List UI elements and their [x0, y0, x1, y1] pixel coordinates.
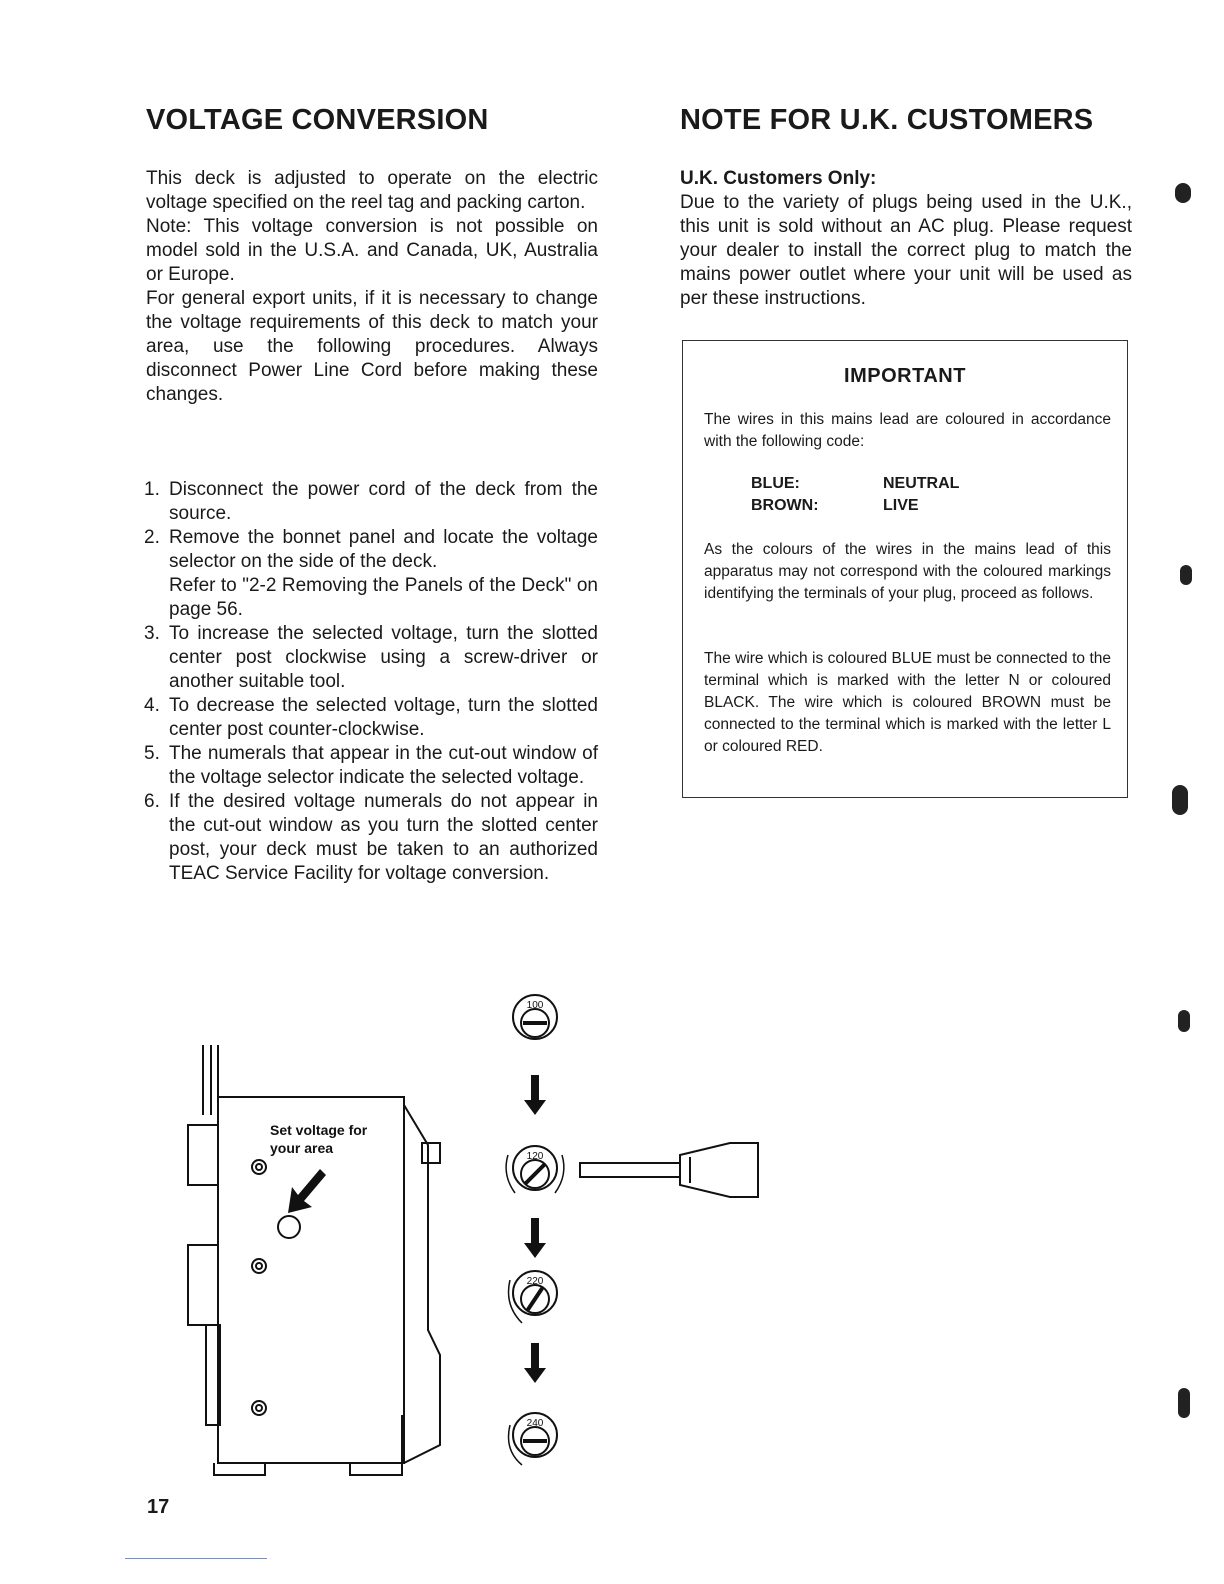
- deck-knob: [252, 1401, 266, 1415]
- step-text: If the desired voltage numerals do not appear in the cut-out window as you turn the slotted center post, your deck must be taken to an authorized TEAC Service Facility for voltage conversion.: [169, 791, 598, 884]
- uk-customers-heading: NOTE FOR U.K. CUSTOMERS: [680, 104, 1094, 136]
- down-arrow-icon: [524, 1075, 546, 1115]
- procedure-steps: [144, 478, 598, 886]
- callout-text: [270, 1122, 371, 1156]
- selector-value: 120: [526, 1151, 544, 1162]
- voltage-intro: [146, 167, 598, 407]
- uk-note: [680, 167, 1132, 311]
- footer-rule: [125, 1558, 267, 1559]
- wire-code-row: [751, 473, 959, 495]
- binding-mark: [1172, 785, 1188, 815]
- step-number: 6.: [144, 791, 160, 812]
- step-number: 2.: [144, 527, 160, 548]
- intro-paragraph-1: This deck is adjusted to operate on the electric voltage specified on the reel tag and packing carton.: [146, 168, 598, 213]
- wire-color: BROWN:: [751, 497, 819, 514]
- binding-mark: [1178, 1010, 1190, 1032]
- step-text: Remove the bonnet panel and locate the voltage selector on the side of the deck.: [169, 527, 598, 572]
- step-number: 4.: [144, 695, 160, 716]
- deck-knob: [256, 1164, 262, 1170]
- step-item: [144, 478, 598, 526]
- screwdriver-icon: [580, 1143, 758, 1197]
- step-text: The numerals that appear in the cut-out window of the voltage selector indicate the selected voltage.: [169, 743, 598, 788]
- important-lead: The wires in this mains lead are coloured in accordance with the following code:: [704, 411, 1111, 450]
- step-text: To increase the selected voltage, turn the slotted center post clockwise using a screw-driver or another suitable tool.: [169, 623, 598, 692]
- step-number: 1.: [144, 479, 160, 500]
- step-item: [144, 790, 598, 886]
- binding-mark: [1178, 1388, 1190, 1418]
- selector-value: 240: [526, 1418, 544, 1429]
- deck-knob: [256, 1263, 262, 1269]
- selector-stage: [509, 1271, 558, 1323]
- arrow-icon: [288, 1169, 326, 1213]
- deck-knob: [256, 1405, 262, 1411]
- step-item: [144, 622, 598, 694]
- selector-stage: [513, 995, 557, 1039]
- deck-knob: [252, 1160, 266, 1174]
- intro-paragraph-3: For general export units, if it is necessary to change the voltage requirements of this deck to match your area, use the following procedures. Always disconnect Power Line Cord before making these changes.: [146, 288, 598, 405]
- important-title: IMPORTANT: [844, 365, 966, 387]
- intro-paragraph-2: Note: This voltage conversion is not possible on model sold in the U.S.A. and Canada, UK, Australia or Europe.: [146, 216, 598, 285]
- callout-line: your area: [270, 1140, 334, 1156]
- important-paragraph-2: As the colours of the wires in the mains lead of this apparatus may not correspond with the coloured markings identifying the terminals of your plug, proceed as follows.: [704, 541, 1111, 602]
- wire-meaning: LIVE: [883, 497, 919, 514]
- deck-side-view: [188, 1045, 440, 1475]
- wire-meaning: NEUTRAL: [883, 475, 960, 492]
- voltage-selector-illustration: [170, 975, 790, 1495]
- wire-code-table: [751, 473, 959, 517]
- down-arrow-icon: [524, 1218, 546, 1258]
- selector-stage: [509, 1413, 558, 1465]
- step-item: [144, 742, 598, 790]
- uk-paragraph: Due to the variety of plugs being used in the U.K., this unit is sold without an AC plug. Please request your dealer to install the correct plug to match the mains power outlet where your unit will be used as per these instructions.: [680, 192, 1132, 309]
- step-number: 3.: [144, 623, 160, 644]
- wire-code-row: [751, 495, 959, 517]
- deck-voltage-selector: [278, 1216, 300, 1238]
- page-number: 17: [147, 1496, 170, 1518]
- selector-value: 100: [526, 1000, 544, 1011]
- step-item: [144, 694, 598, 742]
- step-item: [144, 526, 598, 574]
- step-number: 5.: [144, 743, 160, 764]
- down-arrow-icon: [524, 1343, 546, 1383]
- binding-mark: [1180, 565, 1192, 585]
- important-paragraph-3: The wire which is coloured BLUE must be connected to the terminal which is marked with the letter N or coloured BLACK. The wire which is coloured BROWN must be connected to the terminal which is marked with the letter L or coloured RED.: [704, 650, 1111, 755]
- uk-subheading: U.K. Customers Only:: [680, 168, 877, 189]
- deck-knob: [252, 1259, 266, 1273]
- callout-line: Set voltage for: [270, 1122, 368, 1138]
- step-item: [144, 574, 598, 622]
- wire-color: BLUE:: [751, 475, 800, 492]
- step-text: Disconnect the power cord of the deck from the source.: [169, 479, 598, 524]
- selector-value: 220: [526, 1276, 544, 1287]
- important-box: [682, 340, 1128, 798]
- selector-stage: [506, 1146, 564, 1193]
- step-text: Refer to "2-2 Removing the Panels of the Deck" on page 56.: [169, 575, 598, 620]
- binding-mark: [1175, 183, 1191, 203]
- step-text: To decrease the selected voltage, turn the slotted center post counter-clockwise.: [169, 695, 598, 740]
- voltage-conversion-heading: VOLTAGE CONVERSION: [146, 104, 489, 136]
